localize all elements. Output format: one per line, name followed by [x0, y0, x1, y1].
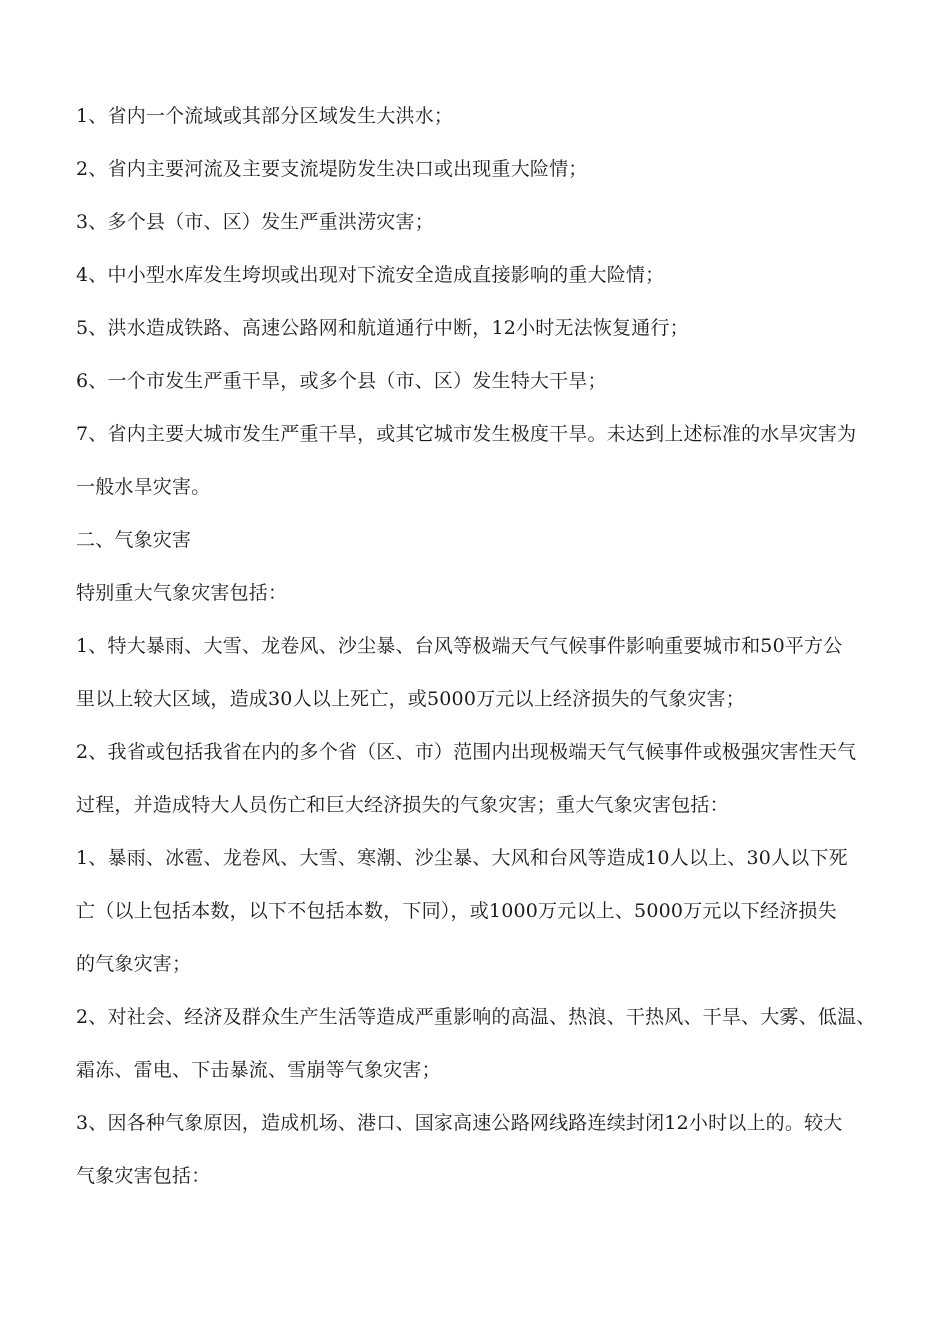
text-line-14: 过程，并造成特大人员伤亡和巨大经济损失的气象灾害；重大气象灾害包括：	[76, 794, 729, 816]
text-line-3: 3、多个县（市、区）发生严重洪涝灾害；	[76, 211, 434, 233]
text-line-2: 2、省内主要河流及主要支流堤防发生决口或出现重大险情；	[76, 158, 588, 180]
text-line-13: 2、我省或包括我省在内的多个省（区、市）范围内出现极端天气气候事件或极强灾害性天气	[76, 741, 857, 763]
text-line-12: 里以上较大区域，造成30人以上死亡，或5000万元以上经济损失的气象灾害；	[76, 688, 745, 710]
text-line-19: 霜冻、雷电、下击暴流、雪崩等气象灾害；	[76, 1059, 441, 1081]
text-line-18: 2、对社会、经济及群众生产生活等造成严重影响的高温、热浪、干热风、干旱、大雾、低温、	[76, 1006, 876, 1028]
text-line-6: 6、一个市发生严重干旱，或多个县（市、区）发生特大干旱；	[76, 370, 607, 392]
text-line-16: 亡（以上包括本数，以下不包括本数，下同），或1000万元以上、5000万元以下经济损失	[76, 900, 837, 922]
text-line-15: 1、暴雨、冰雹、龙卷风、大雪、寒潮、沙尘暴、大风和台风等造成10人以上、30人以下死	[76, 847, 848, 869]
text-line-11: 1、特大暴雨、大雪、龙卷风、沙尘暴、台风等极端天气气候事件影响重要城市和50平方公	[76, 635, 843, 657]
text-line-5: 5、洪水造成铁路、高速公路网和航道通行中断，12小时无法恢复通行；	[76, 317, 689, 339]
text-line-1: 1、省内一个流域或其部分区域发生大洪水；	[76, 105, 454, 127]
text-line-20: 3、因各种气象原因，造成机场、港口、国家高速公路网线路连续封闭12小时以上的。较大	[76, 1112, 843, 1134]
text-line-4: 4、中小型水库发生垮坝或出现对下流安全造成直接影响的重大险情；	[76, 264, 665, 286]
text-line-21: 气象灾害包括：	[76, 1165, 211, 1187]
section-heading: 二、气象灾害	[76, 529, 192, 551]
text-line-10: 特别重大气象灾害包括：	[76, 582, 288, 604]
text-line-17: 的气象灾害；	[76, 953, 192, 975]
text-line-8: 一般水旱灾害。	[76, 476, 211, 498]
text-line-7: 7、省内主要大城市发生严重干旱，或其它城市发生极度干旱。未达到上述标准的水旱灾害为	[76, 423, 857, 445]
